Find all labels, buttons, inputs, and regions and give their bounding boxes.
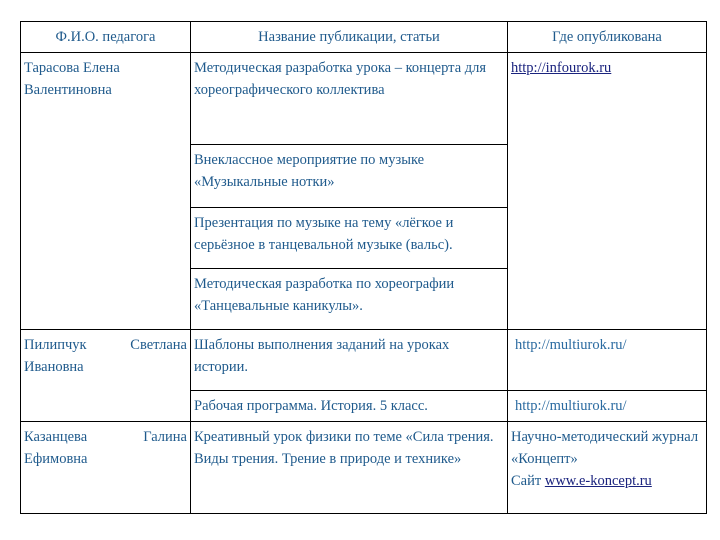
journal-name: Научно-методический журнал «Концепт» [511, 429, 699, 467]
table-row [21, 422, 707, 514]
header-row [21, 22, 707, 53]
where-cell [508, 391, 707, 422]
where-cell [508, 330, 707, 391]
teacher-surname: Тарасова [24, 60, 80, 76]
title-cell: Методическая разработка урока – концерта для хореографического коллектива [191, 53, 508, 145]
title-cell: Рабочая программа. История. 5 класс. [191, 391, 508, 422]
teacher-cell [21, 422, 191, 514]
teacher-cell [21, 330, 191, 422]
teacher-patronymic: Ивановна [24, 359, 84, 375]
where-cell [508, 53, 707, 330]
table-row [21, 53, 707, 145]
teacher-patronymic: Ефимовна [24, 451, 88, 467]
publications-table [20, 21, 707, 514]
multiurok-link[interactable]: http://multiurok.ru/ [515, 398, 627, 414]
title-cell: Внеклассное мероприятие по музыке «Музыкальные нотки» [191, 145, 508, 208]
teacher-name: Елена [83, 60, 120, 76]
title-cell: Презентация по музыке на тему «лёгкое и серьёзное в танцевальной музыке (вальс). [191, 208, 508, 269]
title-cell: Креативный урок физики по теме «Сила трения. Виды трения. Трение в природе и технике» [191, 422, 508, 514]
teacher-surname: Пилипчук [24, 337, 87, 353]
teacher-patronymic: Валентиновна [24, 82, 112, 98]
header-where: Где опубликована [508, 22, 707, 53]
multiurok-link[interactable]: http://multiurok.ru/ [515, 337, 627, 353]
header-teacher: Ф.И.О. педагога [21, 22, 191, 53]
teacher-cell [21, 53, 191, 330]
e-koncept-link[interactable]: www.e-koncept.ru [544, 473, 652, 489]
header-title: Название публикации, статьи [191, 22, 508, 53]
title-cell: Методическая разработка по хореографии «Танцевальные каникулы». [191, 269, 508, 330]
table-row [21, 330, 707, 391]
teacher-surname: Казанцева [24, 429, 88, 445]
teacher-name: Светлана [130, 337, 187, 353]
site-label: Сайт [511, 473, 542, 489]
title-cell: Шаблоны выполнения заданий на уроках истории. [191, 330, 508, 391]
teacher-name: Галина [143, 429, 187, 445]
infourok-link[interactable]: http://infourok.ru [511, 60, 612, 76]
where-cell [508, 422, 707, 514]
